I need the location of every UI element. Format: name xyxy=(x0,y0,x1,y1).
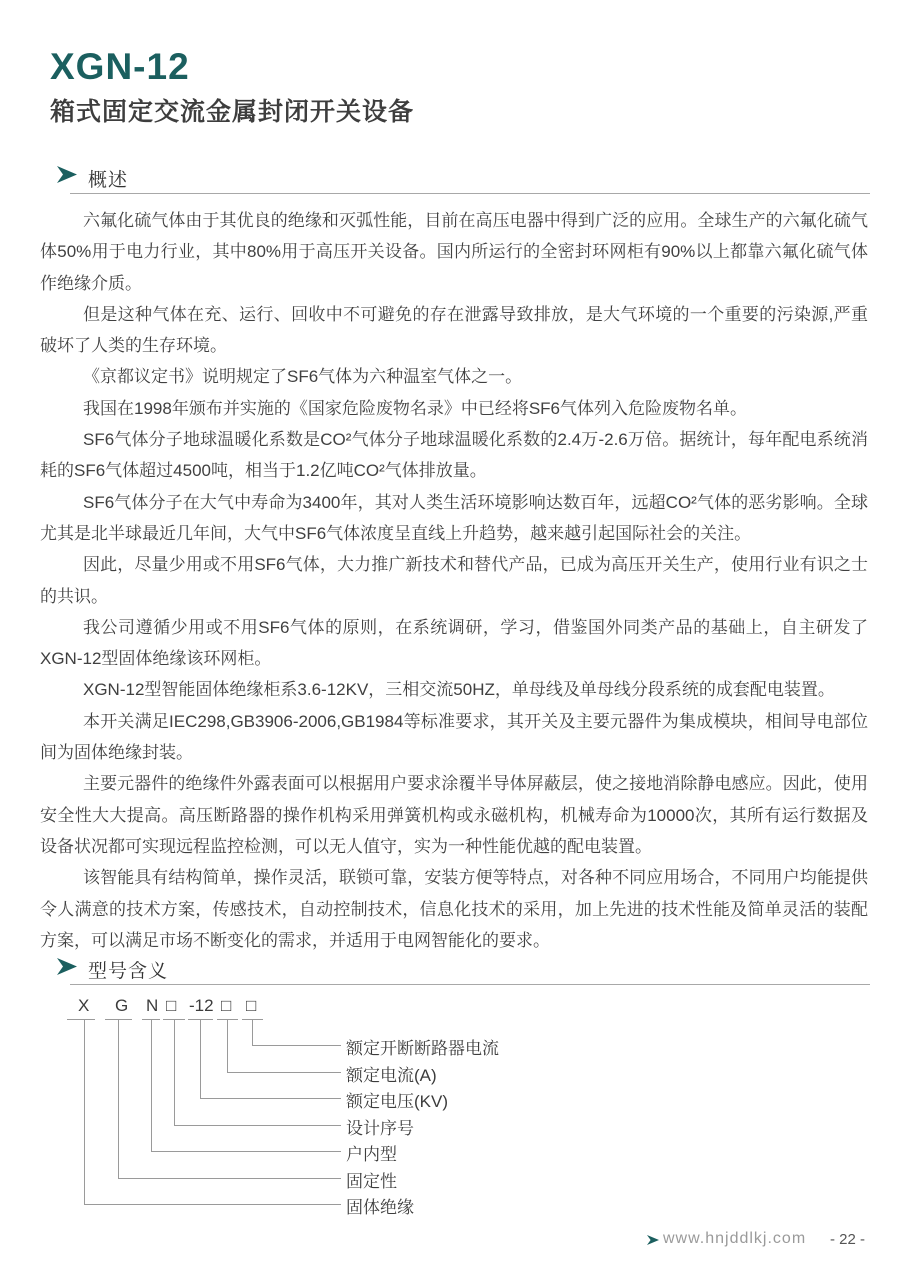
overview-paragraph: SF6气体分子在大气中寿命为3400年，其对人类生活环境影响达数百年，远超CO²气体的恶劣影响。全球尤其是北半球最近几年间，大气中SF6气体浓度呈直线上升趋势，越来越引起国际社会的关注。 xyxy=(40,492,868,543)
section-heading-model-meaning: 型号含义 xyxy=(88,961,169,982)
page-subtitle: 箱式固定交流金属封闭开关设备 xyxy=(50,98,415,126)
model-code-part: N xyxy=(146,996,159,1015)
model-label: 额定电流(A) xyxy=(346,1066,437,1085)
model-label: 额定开断断路器电流 xyxy=(346,1039,499,1058)
footer-arrow-icon xyxy=(647,1235,659,1245)
model-label: 固体绝缘 xyxy=(346,1198,414,1217)
footer-page-number: - 22 - xyxy=(830,1231,866,1248)
section-arrow-icon xyxy=(57,166,77,183)
model-code-part: -12 xyxy=(189,996,214,1015)
section-arrow-icon xyxy=(57,958,77,975)
model-code-box: □ xyxy=(166,996,177,1015)
model-code-box: □ xyxy=(246,996,257,1015)
overview-paragraph: 《京都议定书》说明规定了SF6气体为六种温室气体之一。 xyxy=(83,367,523,387)
model-label: 户内型 xyxy=(346,1145,397,1164)
overview-paragraph: 但是这种气体在充、运行、回收中不可避免的存在泄露导致排放，是大气环境的一个重要的污染源,严重破坏了人类的生存环境。 xyxy=(40,304,868,356)
section-heading-overview: 概述 xyxy=(88,170,129,191)
model-code-box: □ xyxy=(221,996,232,1015)
section-divider xyxy=(70,984,870,985)
overview-paragraph: 主要元器件的绝缘件外露表面可以根据用户要求涂覆半导体屏蔽层，使之接地消除静电感应。因此，使用安全性大大提高。高压断路器的操作机构采用弹簧机构或永磁机构，机械寿命为10000次，其所有运行数据及设备状况都可实现远程监控检测，可以无人值守，实为一种性能优越的配电装置。 xyxy=(40,774,868,856)
model-label: 额定电压(KV) xyxy=(346,1092,448,1111)
overview-body xyxy=(40,205,868,955)
overview-paragraph: 本开关满足IEC298,GB3906-2006,GB1984等标准要求，其开关及主要元器件为集成模块，相间导电部位间为固体绝缘封装。 xyxy=(40,711,868,763)
overview-paragraph: XGN-12型智能固体绝缘柜系3.6-12KV，三相交流50HZ，单母线及单母线分段系统的成套配电装置。 xyxy=(83,680,835,700)
overview-paragraph: 因此，尽量少用或不用SF6气体，大力推广新技术和替代产品，已成为高压开关生产，使用行业有识之士的共识。 xyxy=(40,555,868,606)
section-divider xyxy=(70,193,870,194)
model-label: 固定性 xyxy=(346,1172,397,1191)
model-code-part: G xyxy=(115,996,129,1015)
overview-paragraph: 六氟化硫气体由于其优良的绝缘和灭弧性能，目前在高压电器中得到广泛的应用。全球生产的六氟化硫气体50%用于电力行业，其中80%用于高压开关设备。国内所运行的全密封环网柜有90%以上都靠六氟化硫气体作绝缘介质。 xyxy=(40,211,868,293)
overview-paragraph: SF6气体分子地球温暖化系数是CO²气体分子地球温暖化系数的2.4万-2.6万倍。据统计，每年配电系统消耗的SF6气体超过4500吨，相当于1.2亿吨CO²气体排放量。 xyxy=(40,430,868,481)
overview-paragraph: 该智能具有结构简单，操作灵活，联锁可靠，安装方便等特点，对各种不同应用场合，不同用户均能提供令人满意的技术方案，传感技术，自动控制技术，信息化技术的采用，加上先进的技术性能及简单灵活的装配方案，可以满足市场不断变化的需求，并适用于电网智能化的要求。 xyxy=(40,868,868,950)
footer-website-link[interactable]: www.hnjddlkj.com xyxy=(663,1230,807,1247)
overview-paragraph: 我公司遵循少用或不用SF6气体的原则，在系统调研，学习，借鉴国外同类产品的基础上，自主研发了XGN-12型固体绝缘该环网柜。 xyxy=(40,617,868,669)
model-code-part: X xyxy=(78,996,90,1015)
model-label: 设计序号 xyxy=(346,1119,414,1138)
overview-paragraph: 我国在1998年颁布并实施的《国家危险废物名录》中已经将SF6气体列入危险废物名单。 xyxy=(83,398,747,418)
page-title: XGN-12 xyxy=(50,46,190,87)
connector-line xyxy=(84,1019,341,1205)
